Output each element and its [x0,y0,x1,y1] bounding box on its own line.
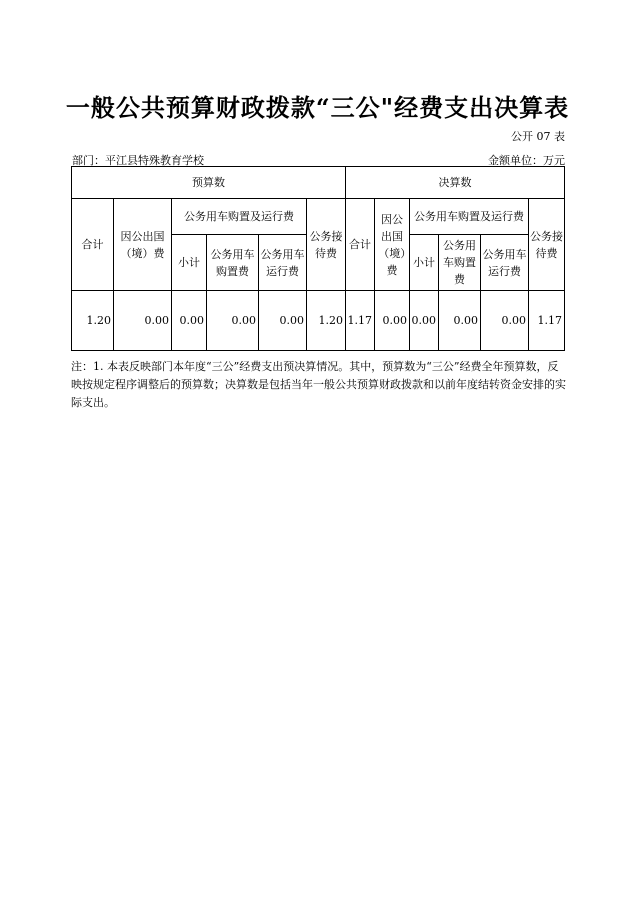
amount-unit-label: 金额单位：万元 [488,154,565,167]
budget-reception-value: 1.20 [307,291,346,351]
final-abroad-header: 因公出国（境）费 [375,199,410,291]
budget-subtotal-header: 小计 [172,235,207,291]
final-vehicle-operation-value: 0.00 [481,291,529,351]
budget-reception-header: 公务接待费 [307,199,346,291]
budget-vehicle-group-header: 公务用车购置及运行费 [172,199,307,235]
budget-vehicle-purchase-value: 0.00 [207,291,259,351]
budget-abroad-value: 0.00 [114,291,172,351]
budget-vehicle-operation-header: 公务用车运行费 [259,235,307,291]
final-abroad-value: 0.00 [375,291,410,351]
final-vehicle-operation-header: 公务用车运行费 [481,235,529,291]
budget-total-value: 1.20 [72,291,114,351]
budget-section-header: 预算数 [72,167,346,199]
final-vehicle-purchase-header: 公务用车购置费 [439,235,481,291]
three-public-expenses-table [71,166,565,351]
footnote: 注：1. 本表反映部门本年度“三公”经费支出预决算情况。其中，预算数为“三公”经费全年预算数，反映按规定程序调整后的预算数；决算数是包括当年一般公共预算财政拨款和以前年度结转资金安排的实际支出。 [71,360,566,409]
final-reception-value: 1.17 [529,291,565,351]
final-vehicle-group-header: 公务用车购置及运行费 [410,199,529,235]
final-total-header: 合计 [346,199,375,291]
department-label: 部门：平江县特殊教育学校 [72,154,204,167]
final-section-header: 决算数 [346,167,565,199]
budget-vehicle-operation-value: 0.00 [259,291,307,351]
final-subtotal-value: 0.00 [410,291,439,351]
budget-vehicle-purchase-header: 公务用车购置费 [207,235,259,291]
final-reception-header: 公务接待费 [529,199,565,291]
final-vehicle-purchase-value: 0.00 [439,291,481,351]
final-subtotal-header: 小计 [410,235,439,291]
budget-subtotal-value: 0.00 [172,291,207,351]
page-title: 一般公共预算财政拨款“三公"经费支出决算表 [65,93,570,122]
final-total-value: 1.17 [346,291,375,351]
form-number: 公开 07 表 [511,130,565,143]
budget-abroad-header: 因公出国（境）费 [114,199,172,291]
budget-total-header: 合计 [72,199,114,291]
